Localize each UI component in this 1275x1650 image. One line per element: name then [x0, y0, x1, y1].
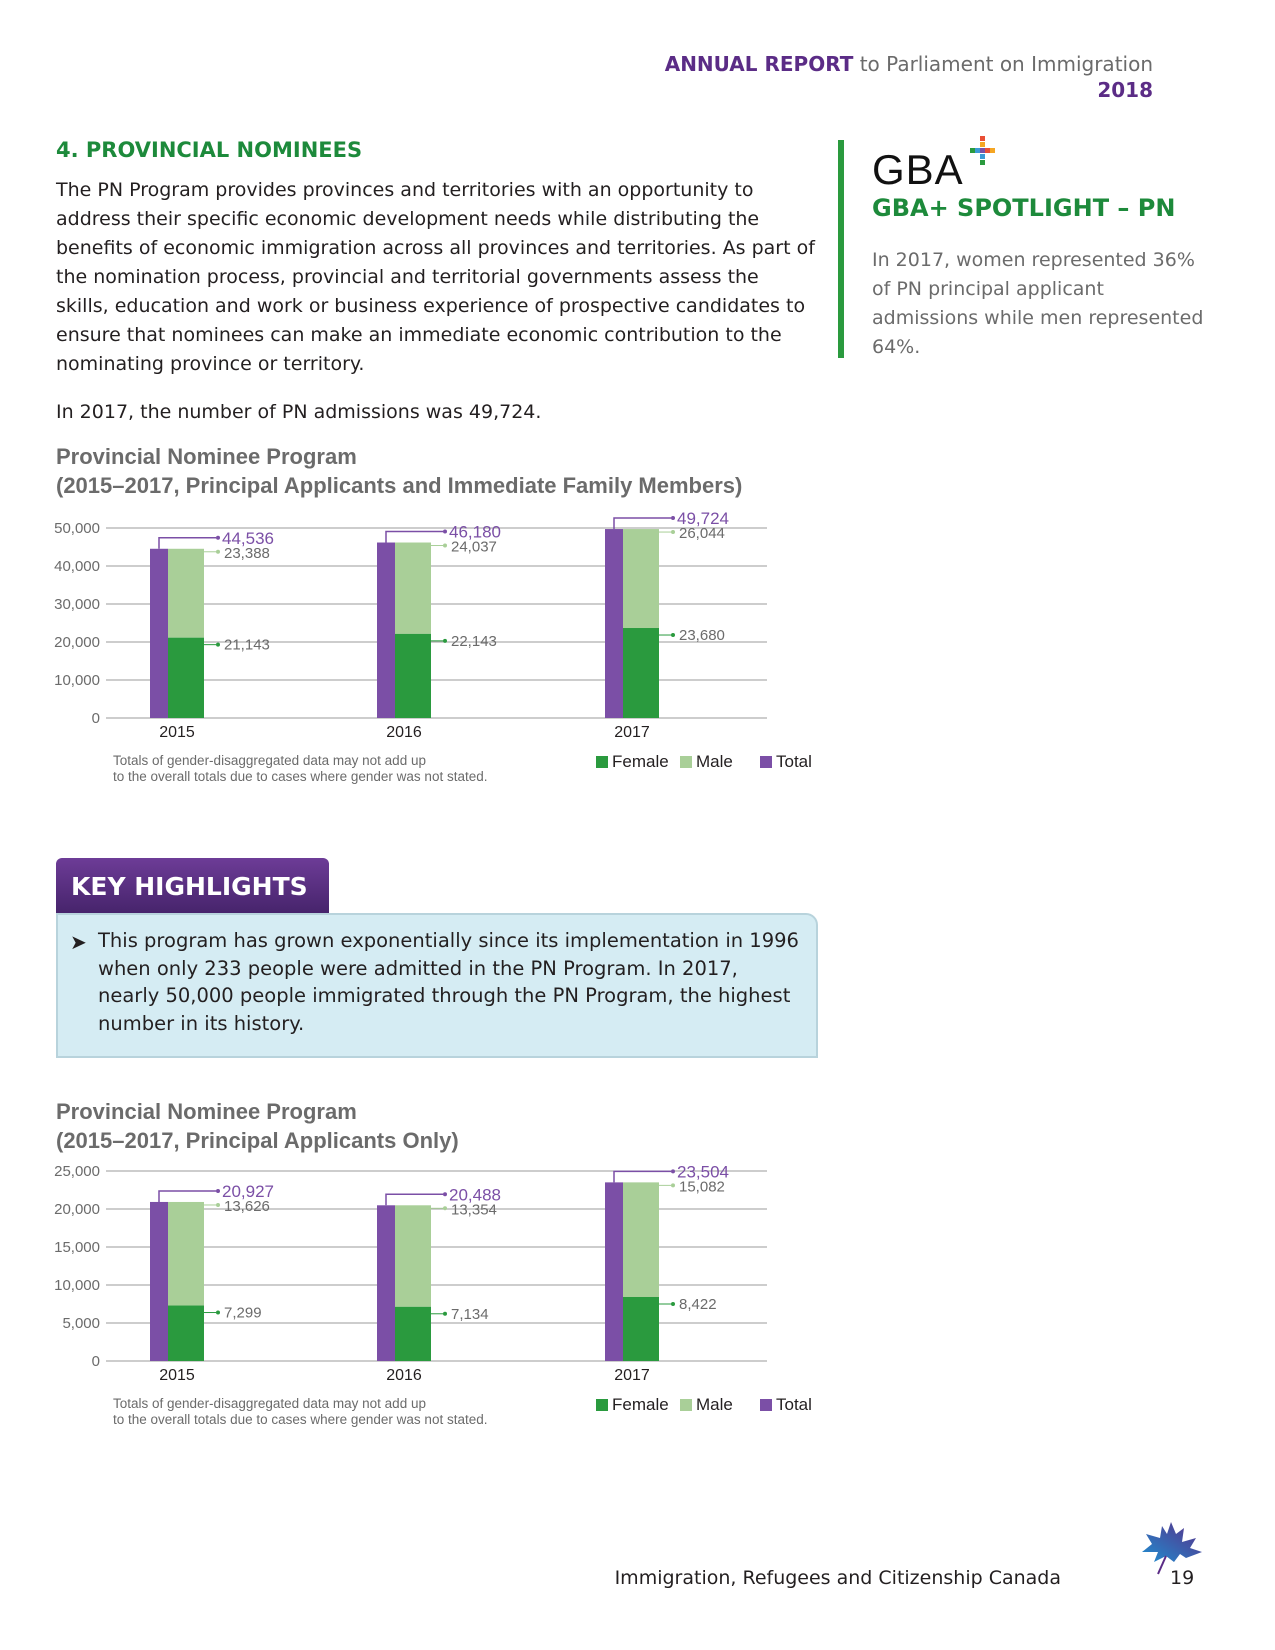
- bar-female: [623, 1297, 659, 1361]
- total-dot: [671, 516, 675, 520]
- chart2-title: [56, 1097, 459, 1155]
- bar-female: [395, 1307, 431, 1361]
- bar-male: [623, 529, 659, 628]
- legend-label: Male: [696, 752, 733, 771]
- male-dot: [216, 1203, 220, 1207]
- female-dot: [443, 639, 447, 643]
- legend-swatch: [680, 756, 692, 768]
- chart-note-line2: to the overall totals due to cases where gender was not stated.: [113, 769, 488, 784]
- total-dot: [443, 1192, 447, 1196]
- female-label: 22,143: [451, 632, 497, 650]
- bar-total: [150, 1202, 168, 1361]
- male-label: 23,388: [224, 544, 270, 562]
- total-leader-line: [386, 532, 443, 543]
- total-leader-line: [159, 538, 216, 549]
- female-label: 7,299: [224, 1304, 262, 1322]
- arrow-bullet-icon: ➤: [70, 930, 87, 954]
- y-tick-label: 15,000: [54, 1239, 100, 1256]
- female-dot: [671, 633, 675, 637]
- gba-text: In 2017, women represented 36% of PN principal applicant admissions while men represented 64%.: [872, 249, 1204, 358]
- total-label: 20,488: [449, 1185, 501, 1205]
- total-leader-line: [386, 1194, 443, 1205]
- bar-female: [623, 628, 659, 718]
- y-tick-label: 5,000: [62, 1315, 100, 1332]
- gba-title: GBA+ SPOTLIGHT – PN: [872, 194, 1176, 222]
- report-header: [665, 52, 1153, 76]
- y-tick-label: 20,000: [54, 634, 100, 651]
- male-label: 24,037: [451, 538, 497, 556]
- y-tick-label: 25,000: [54, 1163, 100, 1180]
- female-dot: [671, 1302, 675, 1306]
- male-dot: [216, 550, 220, 554]
- male-dot: [671, 1183, 675, 1187]
- x-tick-label: 2017: [614, 724, 650, 741]
- y-tick-label: 10,000: [54, 1277, 100, 1294]
- x-tick-label: 2017: [614, 1367, 650, 1384]
- bar-male: [395, 1205, 431, 1306]
- gba-logo: [872, 136, 996, 194]
- total-leader-line: [159, 1191, 216, 1202]
- legend-swatch: [760, 1399, 772, 1411]
- male-label: 13,354: [451, 1201, 497, 1219]
- legend-swatch: [760, 756, 772, 768]
- bar-male: [623, 1182, 659, 1297]
- legend-label: Female: [612, 1395, 669, 1414]
- chart1-title-line1: Provincial Nominee Program: [56, 444, 357, 469]
- chart1-title-line2: (2015–2017, Principal Applicants and Immediate Family Members): [56, 473, 743, 498]
- female-dot: [443, 1312, 447, 1316]
- female-label: 21,143: [224, 636, 270, 654]
- female-label: 7,134: [451, 1305, 489, 1323]
- key-highlights-title: KEY HIGHLIGHTS: [56, 858, 329, 915]
- x-tick-label: 2016: [386, 724, 422, 741]
- total-dot: [443, 530, 447, 534]
- y-tick-label: 0: [91, 1353, 100, 1370]
- chart-note-line1: Totals of gender-disaggregated data may not add up: [113, 1396, 426, 1411]
- total-dot: [216, 1189, 220, 1193]
- key-highlights-text: This program has grown exponentially since its implementation in 1996 when only 233 people were admitted in the PN Program. In 2017, nearly 50,000 people immigrated through the PN Program, the highest number in its history.: [98, 929, 799, 1035]
- male-dot: [671, 530, 675, 534]
- gba-plus-icon: [970, 136, 996, 166]
- female-label: 8,422: [679, 1295, 717, 1313]
- legend-label: Total: [776, 752, 812, 771]
- bar-female: [168, 1306, 204, 1361]
- x-tick-label: 2015: [159, 1367, 195, 1384]
- total-dot: [671, 1169, 675, 1173]
- female-dot: [216, 643, 220, 647]
- gba-accent-bar: [838, 140, 844, 358]
- section-paragraph: The PN Program provides provinces and territories with an opportunity to address their specific economic development needs while distributing the benefits of economic immigration across all provinces and territories. As part of the nomination process, provincial and territorial governments assess the skills, education and work or business experience of prospective candidates to ensure that nominees can make an immediate economic contribution to the nominating province or territory.: [56, 179, 815, 375]
- total-dot: [216, 536, 220, 540]
- legend-swatch: [680, 1399, 692, 1411]
- footer-org: Immigration, Refugees and Citizenship Canada: [614, 1567, 1061, 1589]
- total-label: 44,536: [222, 528, 274, 548]
- y-tick-label: 0: [91, 710, 100, 727]
- gba-logo-text: GBA: [872, 146, 962, 193]
- page-number: 19: [1170, 1567, 1195, 1589]
- section-title: 4. PROVINCIAL NOMINEES: [56, 138, 363, 162]
- legend-swatch: [596, 1399, 608, 1411]
- chart-note-line1: Totals of gender-disaggregated data may not add up: [113, 753, 426, 768]
- bar-male: [395, 543, 431, 634]
- total-label: 49,724: [677, 509, 729, 529]
- bar-total: [377, 1205, 395, 1361]
- total-leader-line: [614, 1171, 671, 1182]
- chart1-title: [56, 442, 742, 500]
- legend-label: Male: [696, 1395, 733, 1414]
- female-dot: [216, 1311, 220, 1315]
- legend-swatch: [596, 756, 608, 768]
- bar-total: [377, 543, 395, 718]
- report-header-rest: to Parliament on Immigration: [853, 52, 1153, 76]
- bar-female: [395, 634, 431, 718]
- male-dot: [443, 544, 447, 548]
- chart1: [40, 509, 820, 820]
- male-label: 13,626: [224, 1197, 270, 1215]
- report-header-bold: ANNUAL REPORT: [664, 52, 854, 76]
- male-label: 15,082: [679, 1178, 725, 1196]
- chart-note-line2: to the overall totals due to cases where gender was not stated.: [113, 1412, 488, 1427]
- y-tick-label: 20,000: [54, 1201, 100, 1218]
- chart2: [40, 1163, 820, 1463]
- legend-label: Total: [776, 1395, 812, 1414]
- total-label: 23,504: [677, 1162, 729, 1182]
- y-tick-label: 30,000: [54, 596, 100, 613]
- legend-label: Female: [612, 752, 669, 771]
- y-tick-label: 40,000: [54, 558, 100, 575]
- bar-total: [605, 1182, 623, 1361]
- y-tick-label: 50,000: [54, 520, 100, 537]
- bar-male: [168, 1202, 204, 1306]
- bar-total: [150, 549, 168, 718]
- male-label: 26,044: [679, 525, 725, 543]
- bar-total: [605, 529, 623, 718]
- chart2-title-line2: (2015–2017, Principal Applicants Only): [56, 1128, 459, 1153]
- chart2-title-line1: Provincial Nominee Program: [56, 1099, 357, 1124]
- total-label: 20,927: [222, 1181, 274, 1201]
- male-dot: [443, 1206, 447, 1210]
- bar-male: [168, 549, 204, 638]
- x-tick-label: 2015: [159, 724, 195, 741]
- total-leader-line: [614, 518, 671, 529]
- admissions-sentence: In 2017, the number of PN admissions was 49,724.: [56, 401, 542, 423]
- total-label: 46,180: [449, 522, 501, 542]
- x-tick-label: 2016: [386, 1367, 422, 1384]
- y-tick-label: 10,000: [54, 672, 100, 689]
- female-label: 23,680: [679, 627, 725, 645]
- report-year: 2018: [1097, 78, 1153, 102]
- bar-female: [168, 638, 204, 718]
